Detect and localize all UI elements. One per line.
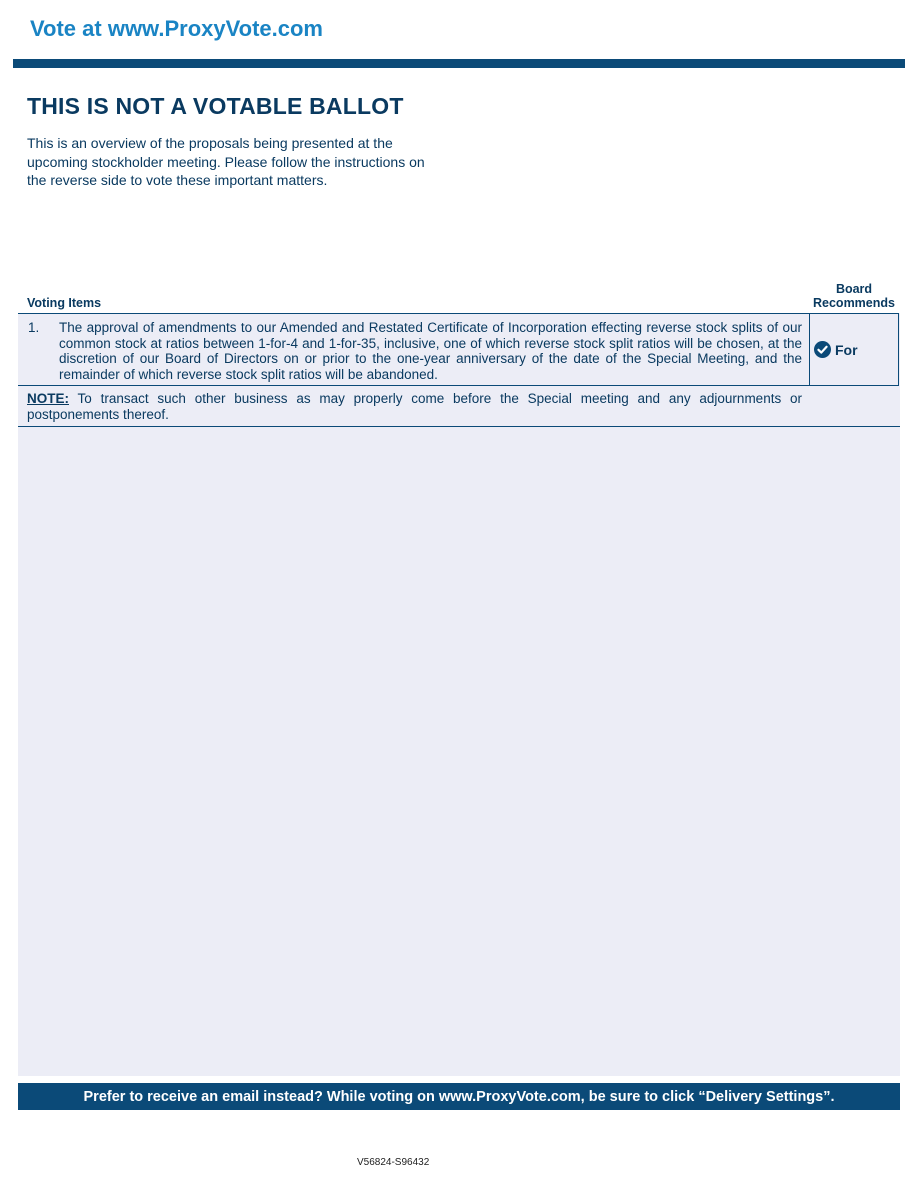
recommendation-label: For (835, 341, 858, 358)
note-row (18, 386, 900, 427)
note-text (27, 391, 802, 423)
voting-items-panel (18, 313, 900, 1076)
voting-item-row (18, 313, 899, 386)
proxyvote-link[interactable]: Vote at www.ProxyVote.com (30, 16, 323, 41)
control-number: V56824-S96432 (357, 1157, 430, 1168)
check-circle-icon (814, 341, 831, 358)
note-label: NOTE: (27, 391, 69, 406)
board-recommendation-cell (809, 314, 899, 385)
voting-item-text: The approval of amendments to our Amended and Restated Certificate of Incorporation effecting reverse stock splits of our common stock at ratios between 1-for-4 and 1-for-35, inclusive, one of which reverse stock split ratios will be chosen, at the discretion of our Board of Directors on or prior to the one-year anniversary of the date of the Special Meeting, and the remainder of which reverse stock split ratios will be abandoned. (59, 320, 802, 382)
voting-item-number: 1. (28, 320, 40, 335)
board-recommends-header: Board Recommends (813, 282, 895, 310)
delivery-settings-banner: Prefer to receive an email instead? While voting on www.ProxyVote.com, be sure to click “Delivery Settings”. (18, 1083, 900, 1110)
intro-paragraph: This is an overview of the proposals being presented at the upcoming stockholder meeting. Please follow the instructions on the reverse side to vote these important matters. (27, 135, 425, 188)
voting-items-header: Voting Items (27, 296, 102, 310)
page-title: THIS IS NOT A VOTABLE BALLOT (27, 93, 404, 119)
header-divider-bar (13, 59, 905, 68)
note-body: To transact such other business as may properly come before the Special meeting and any adjournments or postponements thereof. (27, 391, 802, 422)
